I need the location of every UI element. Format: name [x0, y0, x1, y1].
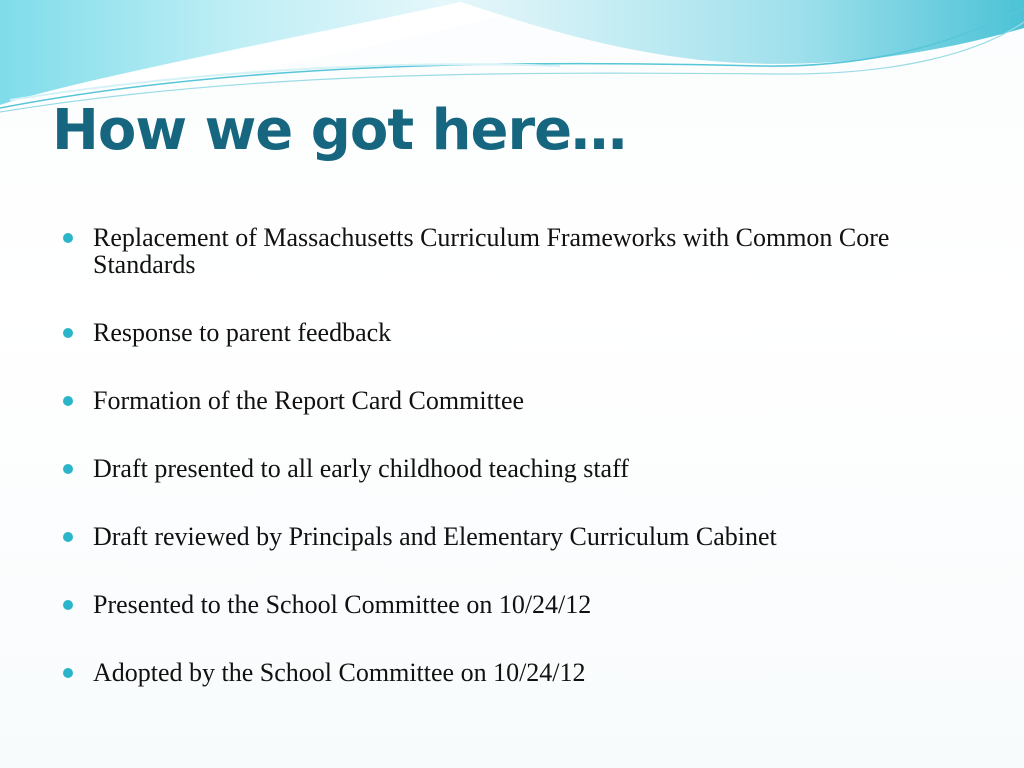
bullet-item — [60, 659, 970, 686]
bullet-text: Replacement of Massachusetts Curriculum Frameworks with Common Core Standards — [93, 223, 890, 279]
bullet-text: Formation of the Report Card Committee — [93, 386, 525, 415]
wave-band-right — [455, 0, 1024, 64]
bullet-dot-icon — [63, 233, 73, 243]
bullet-text: Draft presented to all early childhood teaching staff — [93, 454, 629, 483]
bullet-dot-icon — [63, 464, 73, 474]
bullet-dot-icon — [63, 328, 73, 338]
bullet-item — [60, 455, 970, 482]
bullet-dot-icon — [63, 396, 73, 406]
bullet-item — [60, 523, 970, 550]
bullet-dot-icon — [63, 532, 73, 542]
bullet-list — [60, 224, 970, 727]
bullet-item — [60, 591, 970, 618]
bullet-item — [60, 319, 970, 346]
bullet-item — [60, 387, 970, 414]
bullet-text: Draft reviewed by Principals and Elementary Curriculum Cabinet — [93, 522, 777, 551]
bullet-dot-icon — [63, 668, 73, 678]
bullet-text: Adopted by the School Committee on 10/24/12 — [93, 658, 586, 687]
slide-title: How we got here… — [52, 98, 627, 163]
bullet-item — [60, 224, 970, 278]
bullet-text: Response to parent feedback — [93, 318, 392, 347]
bullet-dot-icon — [63, 600, 73, 610]
bullet-text: Presented to the School Committee on 10/24/12 — [93, 590, 592, 619]
